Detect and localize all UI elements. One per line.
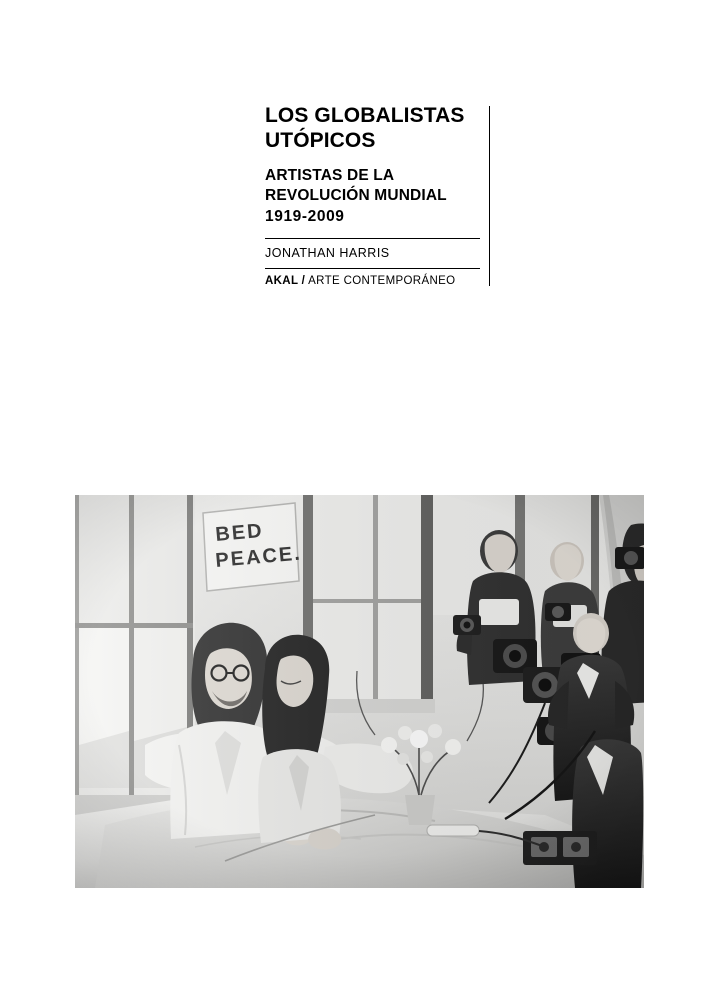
cover-title-block (265, 103, 480, 287)
page-title (265, 103, 480, 154)
subtitle-line-2: REVOLUCIÓN MUNDIAL (265, 186, 447, 204)
subtitle-line-1: ARTISTAS DE LA (265, 166, 395, 184)
imprint (265, 275, 480, 287)
cover-subtitle (265, 166, 480, 227)
title-line-1: LOS GLOBALISTAS (265, 104, 465, 127)
title-line-2: UTÓPICOS (265, 129, 376, 153)
imprint-divider (265, 268, 480, 269)
cover-photograph (75, 495, 644, 888)
author-divider (265, 238, 480, 239)
cover-years: 1919-2009 (265, 207, 345, 225)
author-name: JONATHAN HARRIS (265, 245, 390, 260)
bed-in-photo-illustration (75, 495, 644, 888)
imprint-brand: AKAL / (265, 274, 306, 287)
imprint-series: ARTE CONTEMPORÁNEO (308, 274, 456, 287)
